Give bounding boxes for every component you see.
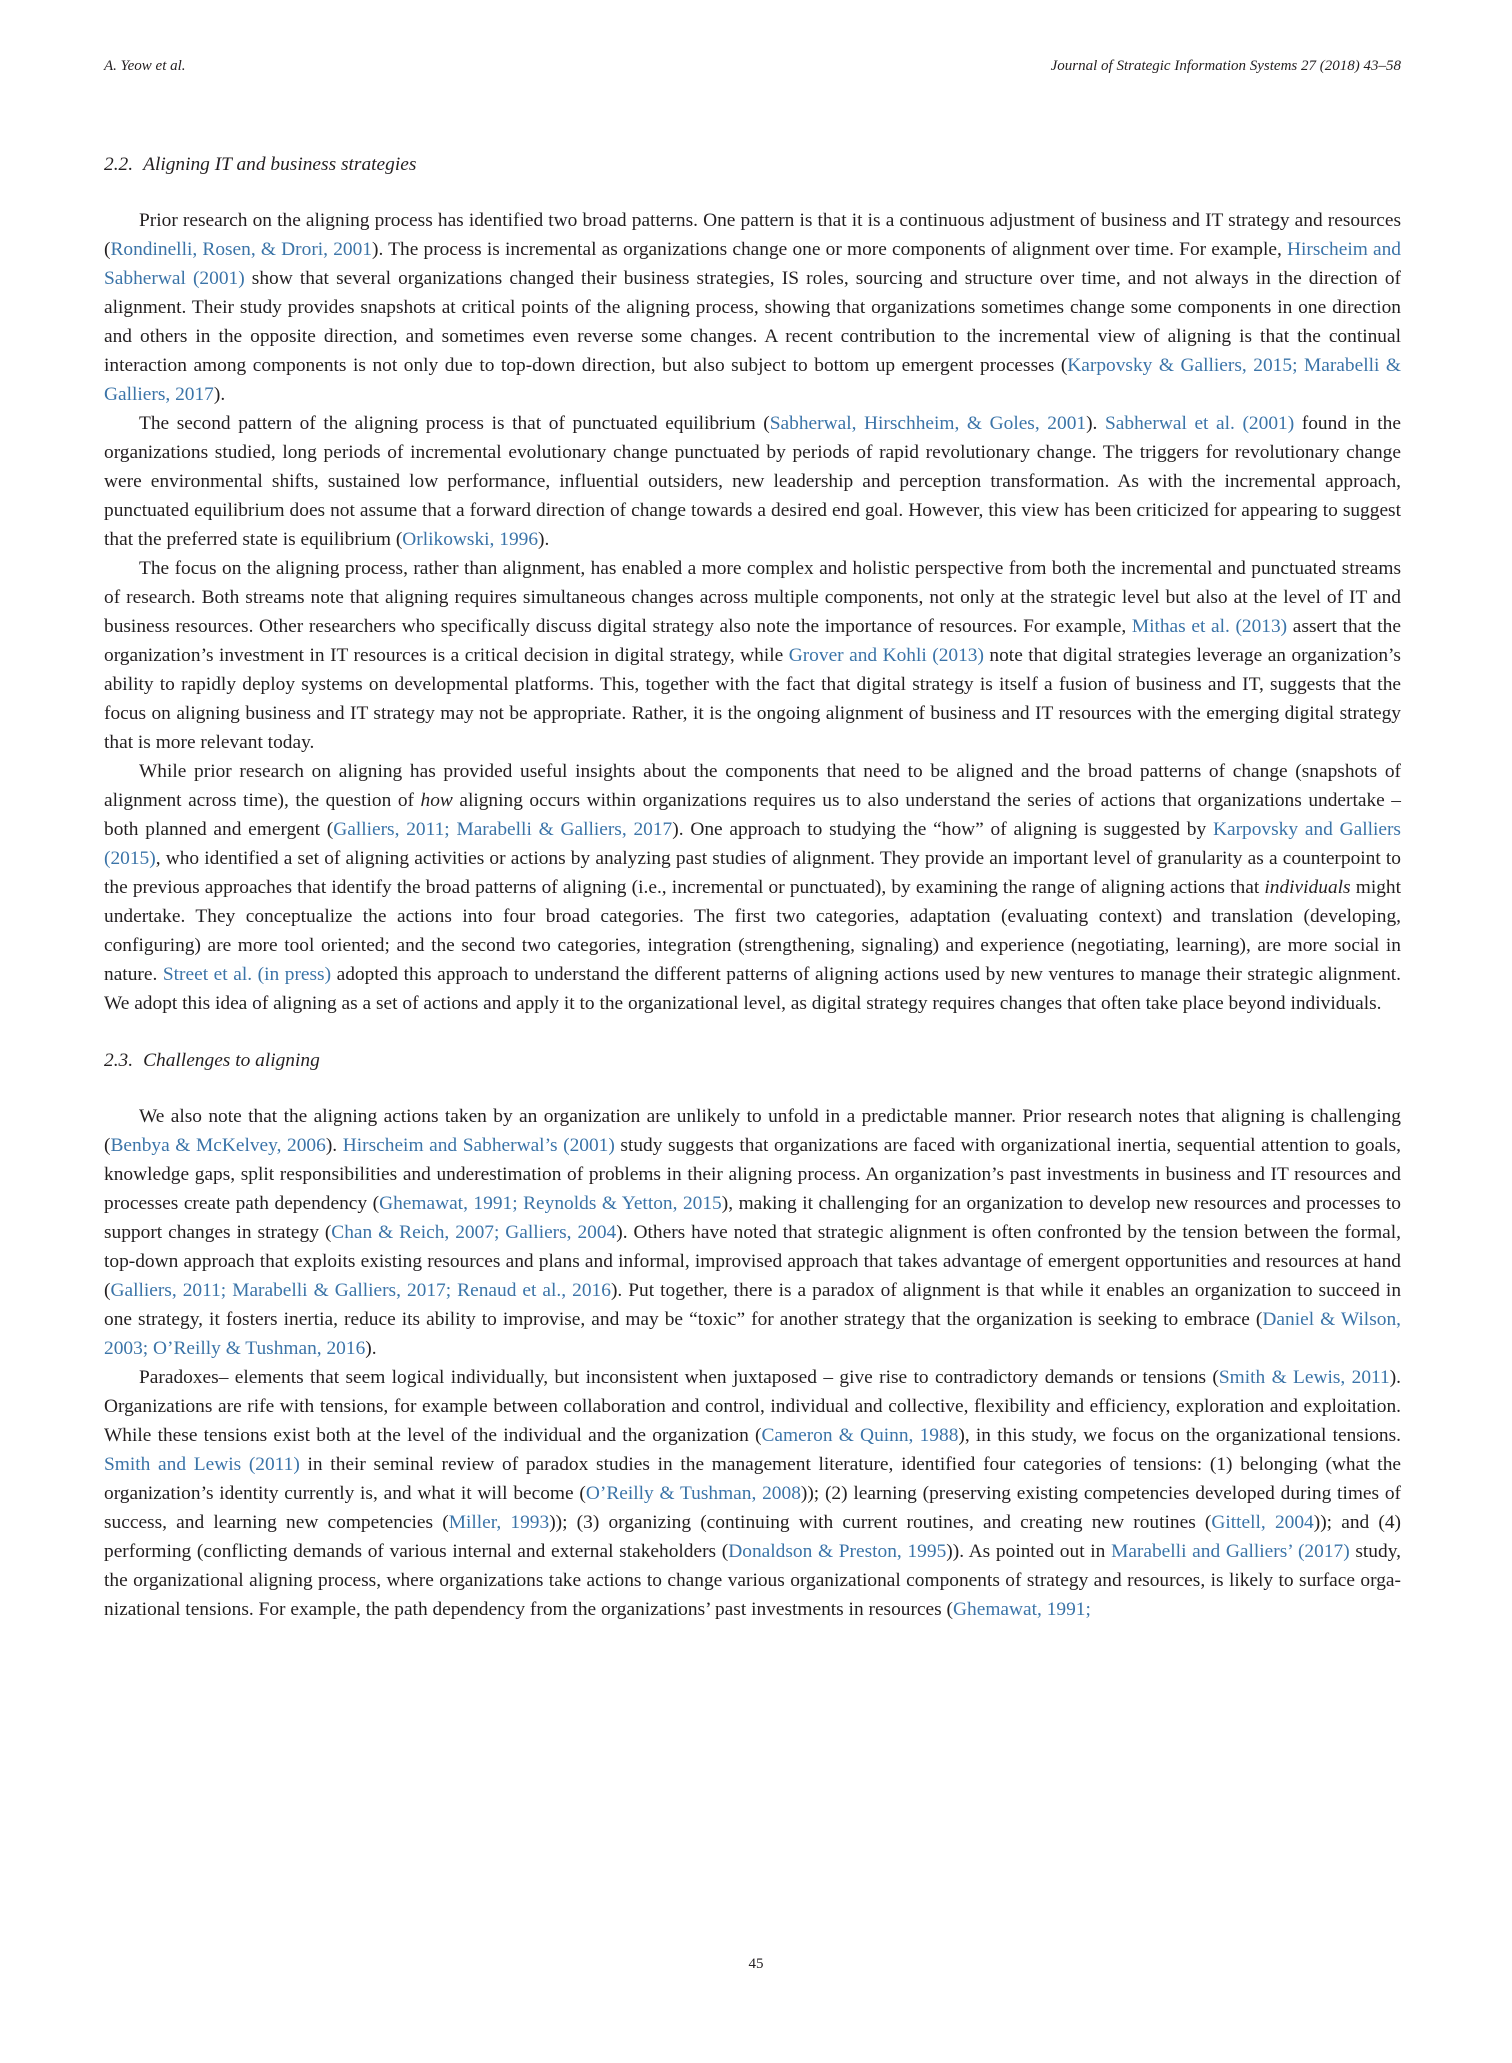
text-run: ). [1086, 413, 1105, 434]
citation-link[interactable]: Smith and Lewis (2011) [104, 1454, 300, 1475]
citation-link[interactable]: Street et al. (in press) [162, 964, 332, 985]
citation-link[interactable]: Marabelli and Galliers’ (2017) [1111, 1541, 1350, 1562]
text-run: While prior research on aligning has provided useful insights about the components that need to be aligned and the broad patterns of change (snapshots of alignment across time), the question of [104, 761, 1401, 811]
citation-link[interactable]: Orlikowski, 1996 [402, 529, 539, 550]
section-number: 2.3. [104, 1050, 134, 1071]
text-run: The focus on the aligning process, rather than alignment, has enabled a more complex and holistic perspective from both the incremental and punctuated streams of research. Both streams note that aligning requires simultaneous changes across multiple components, not only at the strategic level but also at the level of IT and business resources. Other researchers who specifically discuss digital strategy also note the importance of resources. For example, [104, 558, 1401, 637]
text-run: ). [538, 529, 550, 550]
citation-link[interactable]: Hirscheim and Sabherwal (2001) [104, 239, 1401, 289]
citation-link[interactable]: Cameron & Quinn, 1988 [761, 1425, 959, 1446]
citation-link[interactable]: Rondinelli, Rosen, & Drori, 2001 [110, 239, 373, 260]
article-body [104, 150, 1401, 1624]
text-run: in their seminal review of paradox studies in the management literature, identified four categories of tensions: (1) belonging (what the organization’s identity currently is, and what it will become ( [104, 1454, 1401, 1504]
section-heading-2-3 [104, 1046, 1401, 1075]
text-run: Paradoxes– elements that seem logical individually, but inconsistent when juxtaposed – give rise to contradictory demands or tensions ( [139, 1367, 1219, 1388]
text-run: The second pattern of the aligning process is that of punctuated equilibrium ( [139, 413, 770, 434]
running-header [104, 58, 1401, 82]
citation-link[interactable]: Smith & Lewis, 2011 [1218, 1367, 1390, 1388]
text-run: ). Others have noted that strategic alignment is often confronted by the tension between the formal, top-down approach that exploits existing resources and plans and informal, improvised approach that takes advantage of emergent opportunities and resources at hand ( [104, 1222, 1401, 1301]
text-run: ). One approach to studying the “how” of aligning is suggested by [672, 819, 1213, 840]
emphasis: individuals [1264, 877, 1351, 898]
text-run: note that digital strategies leverage an organization’s ability to rapidly deploy systems on developmental platforms. This, together with the fact that digital strategy is itself a fusion of business and IT, suggests that the focus on aligning business and IT strategy may not be appropriate. Rather, it is the ongoing alignment of business and IT resources with the emerging digital strategy that is more relevant today. [104, 645, 1401, 753]
text-run: ), in this study, we focus on the organizational tensions. [958, 1425, 1402, 1446]
citation-link[interactable]: Donaldson & Preston, 1995 [728, 1541, 947, 1562]
section-title: Aligning IT and business strategies [143, 154, 417, 175]
citation-link[interactable]: Daniel & Wilson, 2003; O’Reilly & Tushman, 2016 [104, 1309, 1401, 1359]
paragraph [104, 206, 1401, 409]
section-number: 2.2. [104, 154, 134, 175]
text-run: study suggests that organizations are faced with organizational inertia, sequential attention to goals, knowledge gaps, split responsibilities and underestimation of problems in their aligning process. An organization’s past investments in business and IT resources and processes create path dependency ( [104, 1135, 1401, 1214]
text-run: aligning occurs within organizations requires us to also understand the series of actions that organizations undertake – both planned and emergent ( [104, 790, 1401, 840]
text-run: ). [365, 1338, 377, 1359]
text-run: study, the organizational aligning process, where organizations take actions to change various organizational components of strategy and resources, is likely to surface organizational tensions. For example, the path dependency from the organizations’ past investments in resources ( [104, 1541, 1401, 1620]
text-run: ). [325, 1135, 343, 1156]
citation-link[interactable]: Ghemawat, 1991; [953, 1599, 1091, 1620]
citation-link[interactable]: Ghemawat, 1991; Reynolds & Yetton, 2015 [379, 1193, 722, 1214]
paragraph [104, 1102, 1401, 1363]
text-run: We also note that the aligning actions taken by an organization are unlikely to unfold in a predictable manner. Prior research notes that aligning is challenging ( [104, 1106, 1401, 1156]
text-run: ). Organizations are rife with tensions, for example between collaboration and control, individual and collective, flexibility and efficiency, exploration and exploitation. While these tensions exist both at the level of the individual and the organization ( [104, 1367, 1401, 1446]
header-authors: A. Yeow et al. [104, 58, 186, 74]
text-run: adopted this approach to understand the different patterns of aligning actions used by new ventures to manage their strategic alignment. We adopt this idea of aligning as a set of actions and apply it to the organizational level, as digital strategy requires changes that often take place beyond individuals. [104, 964, 1402, 1014]
citation-link[interactable]: Hirscheim and Sabherwal’s (2001) [342, 1135, 615, 1156]
text-run: assert that the organization’s investment in IT resources is a critical decision in digital strategy, while [104, 616, 1401, 666]
citation-link[interactable]: Galliers, 2011; Marabelli & Galliers, 2017; Renaud et al., 2016 [110, 1280, 611, 1301]
text-run: )); (3) organizing (continuing with current routines, and creating new routines ( [549, 1512, 1212, 1533]
text-run: found in the organizations studied, long periods of incremental evolutionary change punctuated by periods of rapid revolutionary change. The triggers for revolutionary change were environmental shifts, sustained low performance, influential outsiders, new leadership and perception transformation. As with the incremental approach, punctuated equilibrium does not assume that a forward direction of change towards a desired end goal. However, this view has been criticized for appearing to suggest that the preferred state is equilibrium ( [104, 413, 1401, 550]
citation-link[interactable]: Miller, 1993 [448, 1512, 550, 1533]
citation-link[interactable]: Galliers, 2011; Marabelli & Galliers, 2017 [333, 819, 673, 840]
section-title: Challenges to aligning [143, 1050, 320, 1071]
citation-link[interactable]: Grover and Kohli (2013) [788, 645, 984, 666]
paragraph [104, 757, 1401, 1018]
citation-link[interactable]: Sabherwal et al. (2001) [1105, 413, 1295, 434]
citation-link[interactable]: Mithas et al. (2013) [1131, 616, 1288, 637]
text-run: )); (2) learning (preserving existing competencies developed during times of success, and learning new competencies ( [104, 1483, 1401, 1533]
text-run: might undertake. They conceptualize the actions into four broad categories. The first two categories, adaptation (evaluating context) and translation (developing, configuring) are more tool oriented; and the second two categories, integration (strengthening, signaling) and experience (negotiating, learning), are more social in nature. [104, 877, 1401, 985]
text-run: show that several organizations changed their business strategies, IS roles, sourcing and structure over time, and not always in the direction of alignment. Their study provides snapshots at critical points of the aligning process, showing that organizations sometimes change some components in one direction and others in the opposite direction, and sometimes even reverse some changes. A recent contribution to the incremental view of aligning is that the continual interaction among components is not only due to top-down direction, but also subject to bottom up emergent processes ( [104, 268, 1402, 376]
text-run: Prior research on the aligning process has identified two broad patterns. One pattern is that it is a continuous adjustment of business and IT strategy and resources ( [104, 210, 1401, 260]
citation-link[interactable]: Karpovsky & Galliers, 2015; Marabelli & Galliers, 2017 [104, 355, 1401, 405]
text-run: ), making it challenging for an organization to develop new resources and processes to support changes in strategy ( [104, 1193, 1401, 1243]
paragraph [104, 554, 1401, 757]
citation-link[interactable]: Benbya & McKelvey, 2006 [110, 1135, 326, 1156]
text-run: )). As pointed out in [946, 1541, 1112, 1562]
text-run: )); and (4) performing (conflicting demands of various internal and external stakeholders ( [104, 1512, 1402, 1562]
paragraph [104, 409, 1401, 554]
section-heading-2-2 [104, 150, 1401, 179]
citation-link[interactable]: Karpovsky and Galliers (2015) [104, 819, 1401, 869]
citation-link[interactable]: Gittell, 2004 [1211, 1512, 1314, 1533]
citation-link[interactable]: Sabherwal, Hirschheim, & Goles, 2001 [769, 413, 1087, 434]
text-run: ). [213, 384, 226, 405]
header-journal: Journal of Strategic Information Systems 27 (2018) 43–58 [1050, 58, 1401, 74]
citation-link[interactable]: O’Reilly & Tushman, 2008 [585, 1483, 801, 1504]
paragraph [104, 1363, 1401, 1624]
citation-link[interactable]: Chan & Reich, 2007; Galliers, 2004 [331, 1222, 617, 1243]
text-run: , who identified a set of aligning activities or actions by analyzing past studies of alignment. They provide an important level of granularity as a counterpoint to the previous approaches that identify the broad patterns of aligning (i.e., incremental or punctuated), by examining the range of aligning actions that [104, 848, 1401, 898]
page-number: 45 [748, 1956, 764, 1972]
text-run: ). Put together, there is a paradox of alignment is that while it enables an organization to succeed in one strategy, it fosters inertia, reduce its ability to improvise, and may be “toxic” for another strategy that the organization is seeking to embrace ( [104, 1280, 1402, 1330]
emphasis: how [420, 790, 453, 811]
text-run: ). The process is incremental as organizations change one or more components of alignment over time. For example, [372, 239, 1288, 260]
